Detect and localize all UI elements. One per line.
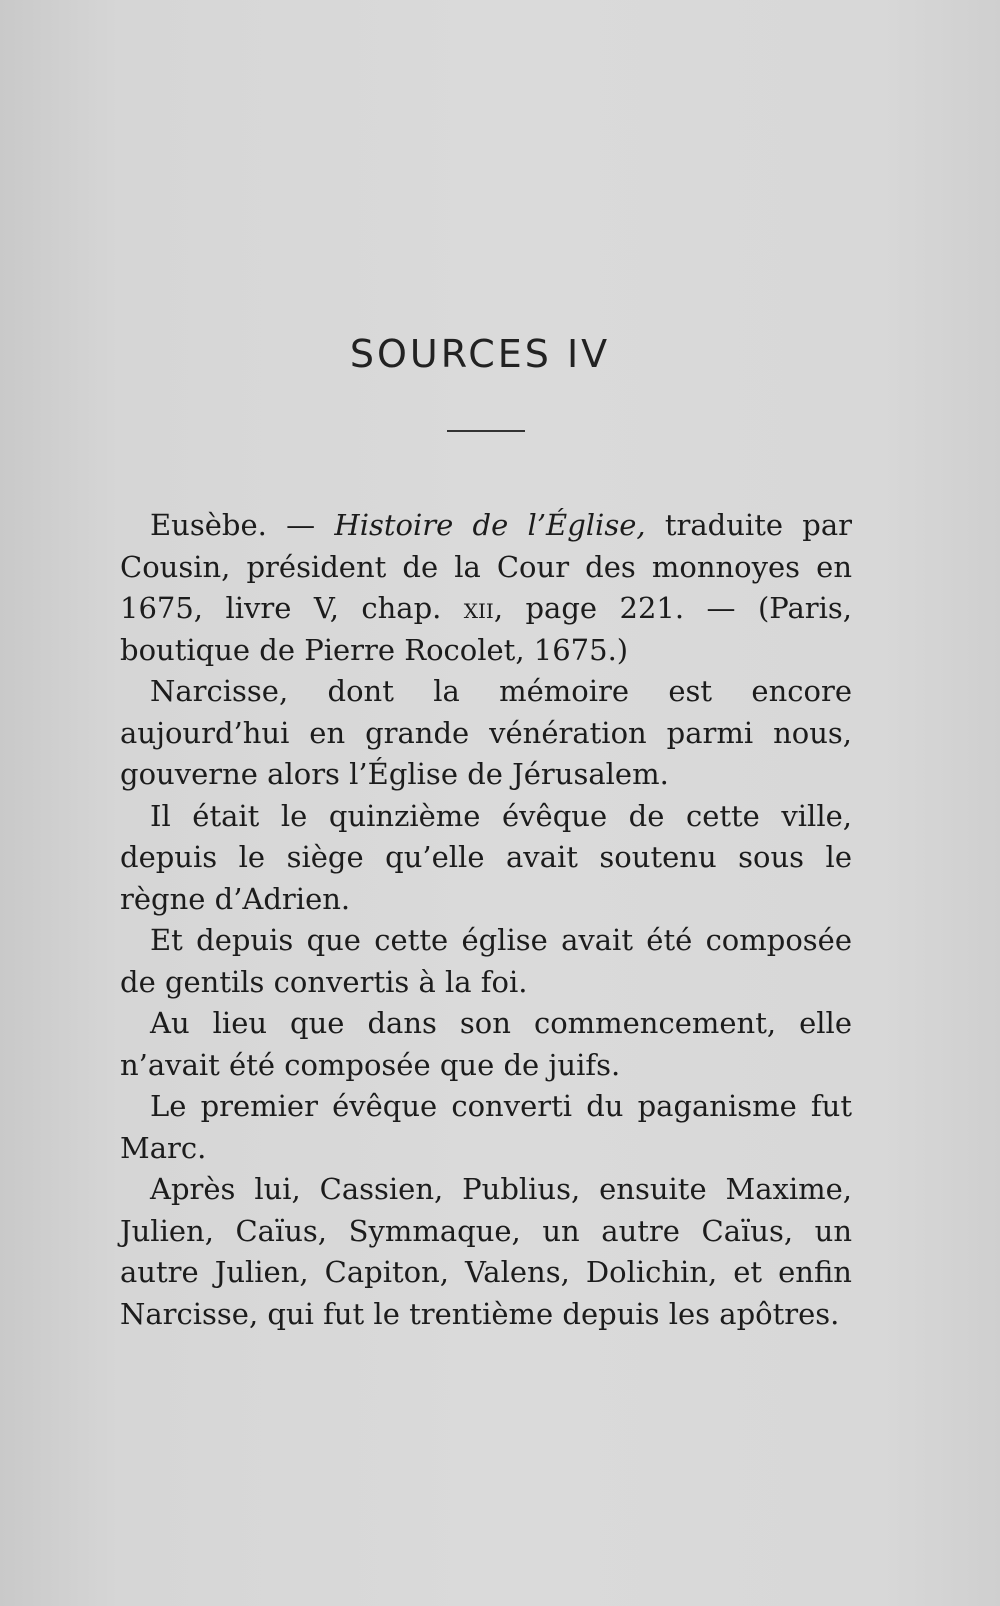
page-body: [120, 505, 852, 1335]
title-divider: [447, 430, 525, 432]
paragraph: Après lui, Cassien, Publius, ensuite Maxime, Julien, Caïus, Symmaque, un autre Caïus, un autre Julien, Capiton, Valens, Dolichin, et enfin Narcisse, qui fut le trentième depuis les apôtres.: [120, 1172, 852, 1331]
citation-work-title: Histoire de l’Église,: [334, 508, 646, 542]
citation-author: Eusèbe. —: [150, 508, 335, 542]
paragraph: Narcisse, dont la mémoire est encore aujourd’hui en grande vénération parmi nous, gouverne alors l’Église de Jérusalem.: [120, 674, 852, 791]
citation-details: traduite par Cousin, président de la Cour des monnoyes en 1675, livre V, chap.: [120, 508, 853, 625]
paragraph: Au lieu que dans son commencement, elle n’avait été composée que de juifs.: [120, 1006, 852, 1082]
paragraph: Et depuis que cette église avait été composée de gentils convertis à la foi.: [120, 923, 852, 999]
citation-details-end: , page 221. — (Paris, boutique de Pierre Rocolet, 1675.): [120, 591, 852, 667]
citation-chapter: xii: [463, 591, 494, 625]
page-title: SOURCES IV: [349, 332, 611, 376]
paragraph: Le premier évêque converti du paganisme fut Marc.: [120, 1089, 852, 1165]
paragraph-citation: [120, 505, 852, 671]
paragraph: Il était le quinzième évêque de cette ville, depuis le siège qu’elle avait soutenu sous le règne d’Adrien.: [120, 798, 852, 916]
